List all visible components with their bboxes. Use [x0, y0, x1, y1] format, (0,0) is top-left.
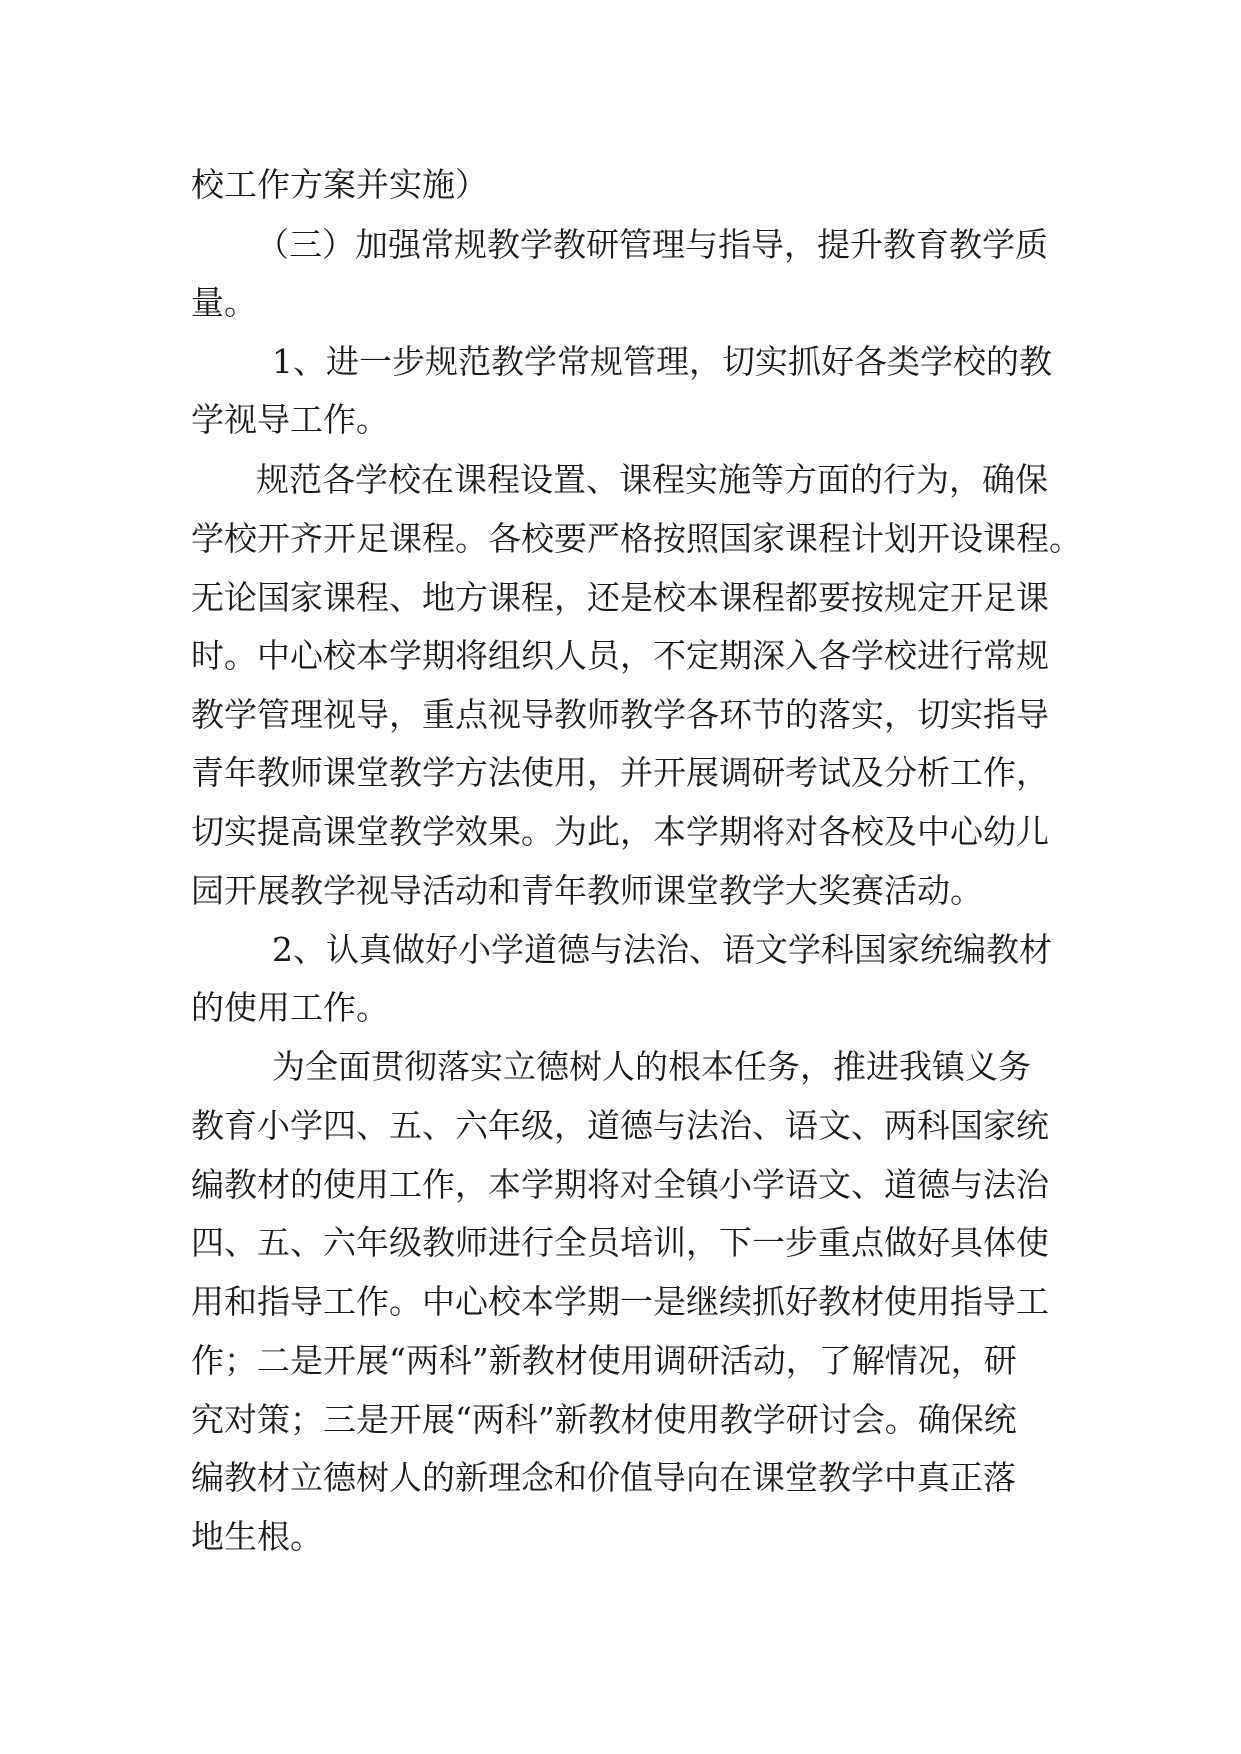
- paragraph-line: 作；二是开展“两科”新教材使用调研活动，了解情况，研: [191, 1341, 1017, 1380]
- paragraph-line: 为全面贯彻落实立德树人的根本任务，推进我镇义务: [272, 1047, 1031, 1086]
- paragraph-line: 究对策；三是开展“两科”新教材使用教学研讨会。确保统: [191, 1400, 1017, 1439]
- text-line: 的使用工作。: [191, 988, 389, 1027]
- paragraph-line: 教育小学四、五、六年级，道德与法治、语文、两科国家统: [191, 1106, 1049, 1145]
- section-heading: （三）加强常规教学教研管理与指导，提升教育教学质: [256, 225, 1048, 264]
- paragraph-line: 园开展教学视导活动和青年教师课堂教学大奖赛活动。: [191, 871, 983, 910]
- paragraph-line: 编教材的使用工作，本学期将对全镇小学语文、道德与法治: [191, 1165, 1049, 1204]
- paragraph-line: 青年教师课堂教学方法使用，并开展调研考试及分析工作，: [191, 753, 1049, 792]
- paragraph-line: 时。中心校本学期将组织人员，不定期深入各学校进行常规: [191, 636, 1049, 675]
- paragraph-line: 编教材立德树人的新理念和价值导向在课堂教学中真正落: [191, 1458, 1016, 1497]
- paragraph-line: 学校开齐开足课程。各校要严格按照国家课程计划开设课程。: [191, 519, 1082, 558]
- paragraph-line: 规范各学校在课程设置、课程实施等方面的行为，确保: [256, 460, 1048, 499]
- paragraph-line: 教学管理视导，重点视导教师教学各环节的落实，切实指导: [191, 695, 1049, 734]
- paragraph-line: 切实提高课堂教学效果。为此，本学期将对各校及中心幼儿: [191, 812, 1049, 851]
- text-line: 量。: [191, 283, 257, 322]
- subsection-heading: 1、进一步规范教学常规管理，切实抓好各类学校的教: [272, 342, 1052, 381]
- subsection-heading: 2、认真做好小学道德与法治、语文学科国家统编教材: [272, 930, 1052, 969]
- text-line: 校工作方案并实施）: [191, 165, 488, 204]
- paragraph-line: 地生根。: [191, 1517, 323, 1556]
- paragraph-line: 无论国家课程、地方课程，还是校本课程都要按规定开足课: [191, 578, 1049, 617]
- paragraph-line: 用和指导工作。中心校本学期一是继续抓好教材使用指导工: [191, 1282, 1049, 1321]
- text-line: 学视导工作。: [191, 400, 389, 439]
- paragraph-line: 四、五、六年级教师进行全员培训，下一步重点做好具体使: [191, 1223, 1049, 1262]
